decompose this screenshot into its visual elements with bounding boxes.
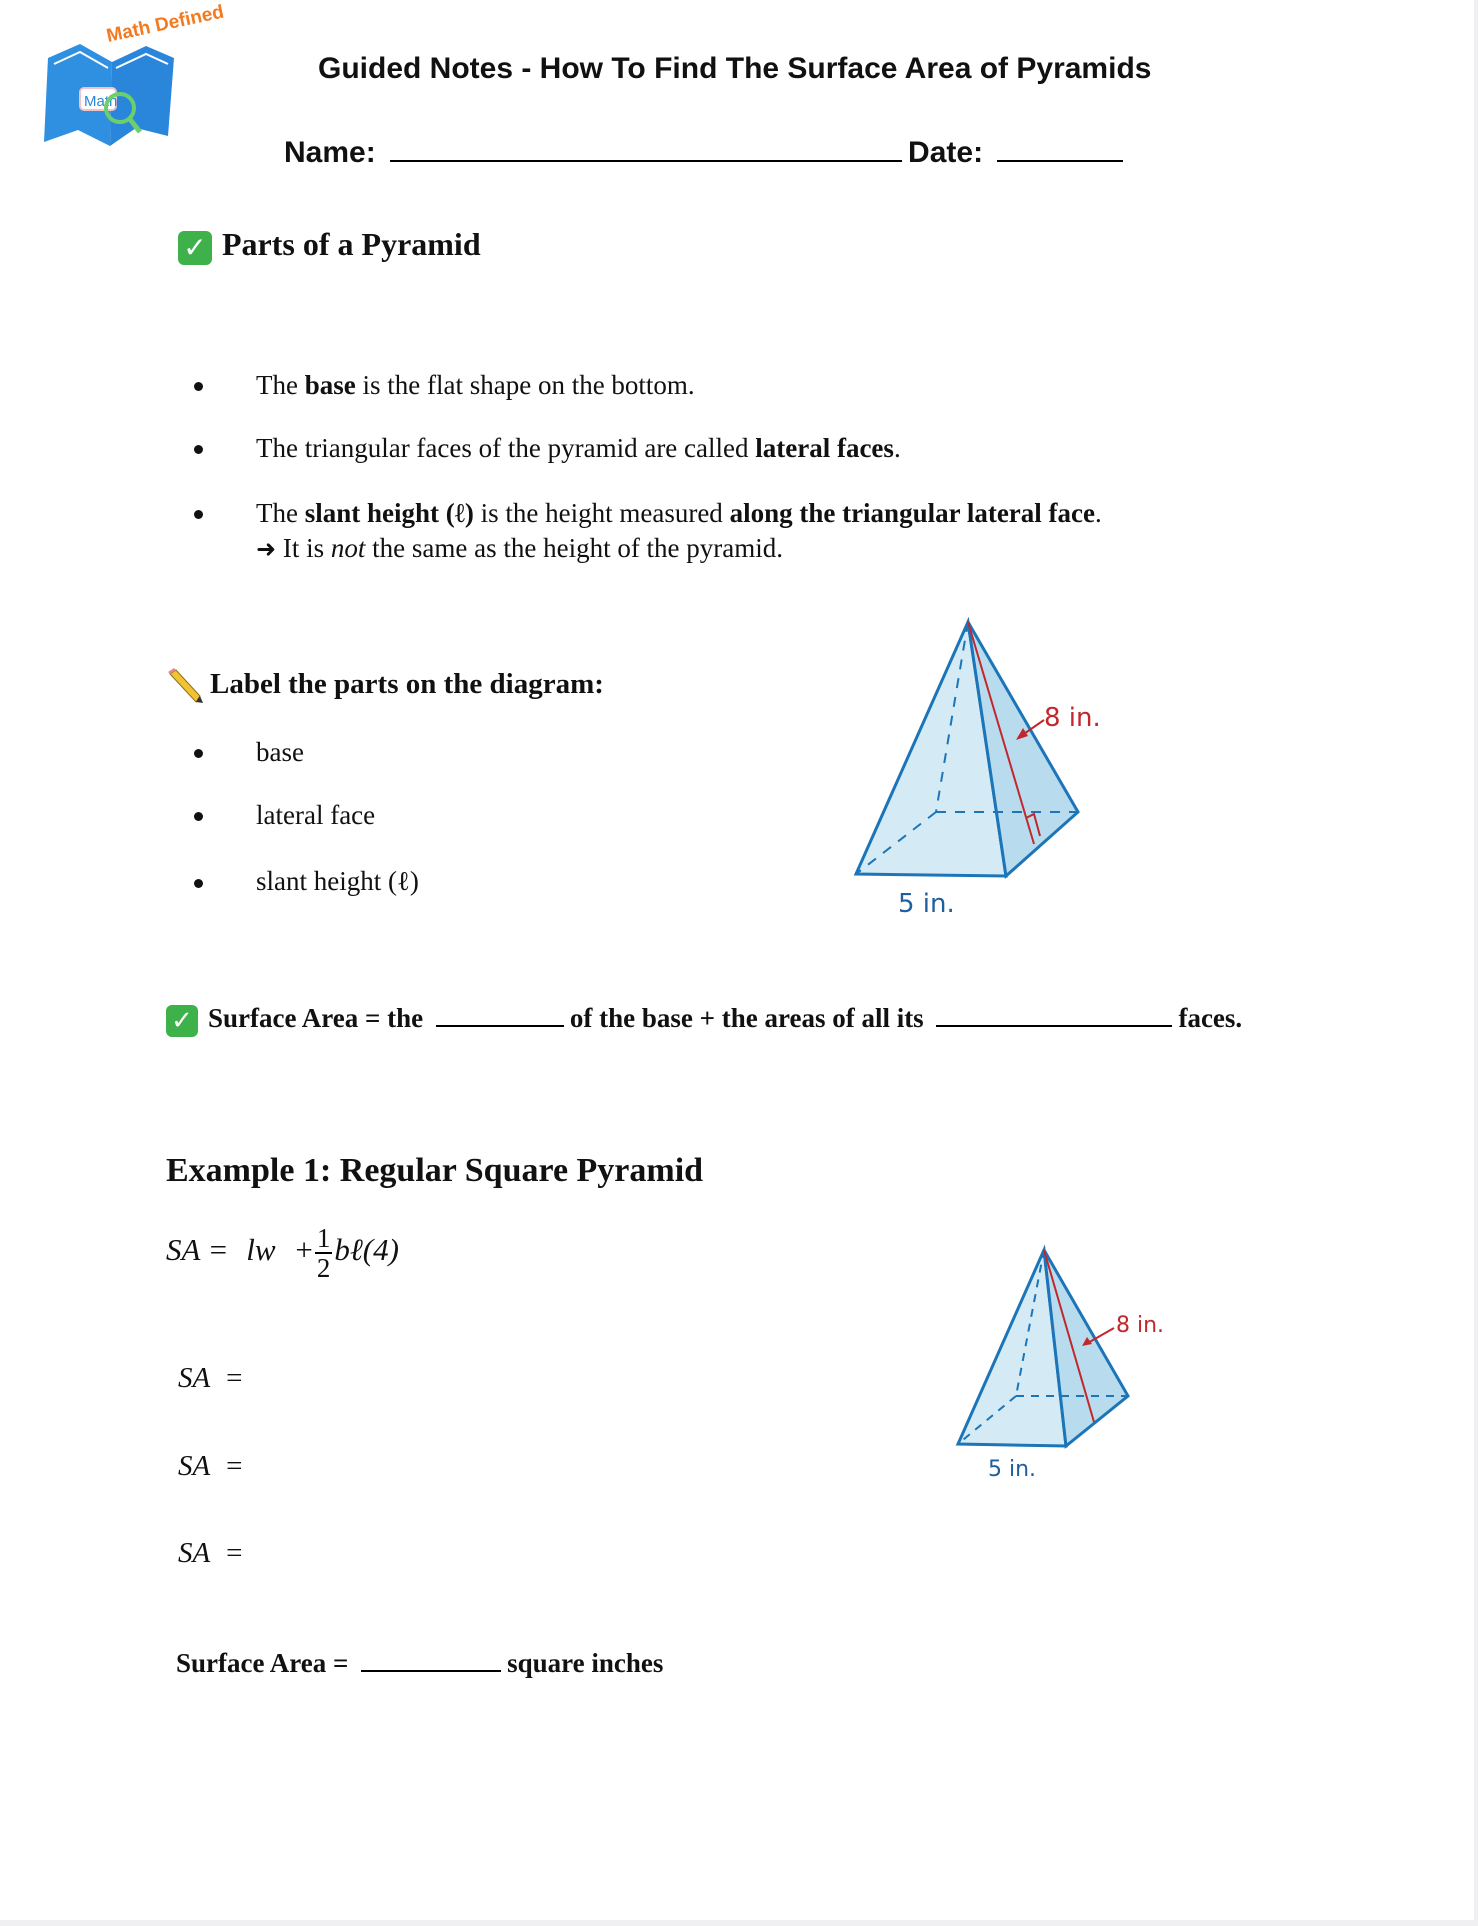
formula: SA = lw + $\frac{1}{2}$ bℓ(4) bbox=[166, 1223, 399, 1283]
parts-heading bbox=[178, 226, 481, 265]
math-defined-logo bbox=[36, 1, 226, 148]
name-label: Name: bbox=[284, 136, 376, 169]
svg-text:Math: Math bbox=[84, 93, 118, 110]
surface-area-definition: ✓ Surface Area = the of the base + the areas of all its faces. bbox=[166, 1003, 1242, 1037]
checkmark-icon-2: ✓ bbox=[166, 1005, 198, 1037]
blank-faces[interactable] bbox=[936, 1024, 1172, 1027]
slant-length-label: 8 in. bbox=[1044, 703, 1101, 733]
pencil-icon bbox=[166, 668, 204, 704]
label-item-base: base bbox=[256, 737, 304, 767]
example-heading: Example 1: Regular Square Pyramid bbox=[166, 1152, 704, 1189]
page-title: Guided Notes - How To Find The Surface Area of Pyramids bbox=[318, 52, 1152, 85]
name-date-row bbox=[284, 136, 1129, 170]
fraction-half: $\frac{1}{2}$ bbox=[316, 1223, 331, 1283]
answer-field[interactable] bbox=[361, 1669, 501, 1672]
base-length-label-2: 5 in. bbox=[988, 1457, 1037, 1482]
date-field[interactable] bbox=[997, 159, 1123, 162]
parts-heading-text: Parts of a Pyramid bbox=[222, 226, 481, 262]
name-field[interactable] bbox=[390, 159, 902, 162]
slant-length-label-2: 8 in. bbox=[1116, 1313, 1165, 1338]
sa-line-2[interactable]: SA = bbox=[178, 1450, 244, 1482]
label-heading bbox=[166, 668, 604, 704]
logo-text: Math Defined bbox=[104, 1, 226, 47]
pyramid-diagram bbox=[848, 612, 1148, 932]
arrow-right-icon: ➜ bbox=[256, 535, 277, 563]
blank-area[interactable] bbox=[436, 1024, 564, 1027]
bullet-base: The base is the flat shape on the bottom. bbox=[256, 370, 695, 400]
answer-row: Surface Area = square inches bbox=[176, 1648, 664, 1678]
base-length-label: 5 in. bbox=[898, 889, 955, 919]
sa-line-1[interactable]: SA = bbox=[178, 1362, 244, 1394]
sa-line-3[interactable]: SA = bbox=[178, 1537, 244, 1569]
checkmark-icon: ✓ bbox=[178, 231, 212, 265]
slant-height-note: ➜ It is not the same as the height of the pyramid. bbox=[256, 533, 784, 563]
date-label: Date: bbox=[908, 136, 984, 169]
label-item-lateral-face: lateral face bbox=[256, 800, 376, 830]
label-heading-text: Label the parts on the diagram: bbox=[210, 668, 604, 700]
bullet-slant-height: The slant height (ℓ) is the height measured along the triangular lateral face. bbox=[256, 498, 1102, 528]
label-item-slant-height: slant height (ℓ) bbox=[256, 866, 419, 896]
pyramid-diagram-example bbox=[944, 1244, 1184, 1484]
bullet-lateral-faces: The triangular faces of the pyramid are called lateral faces. bbox=[256, 433, 901, 463]
